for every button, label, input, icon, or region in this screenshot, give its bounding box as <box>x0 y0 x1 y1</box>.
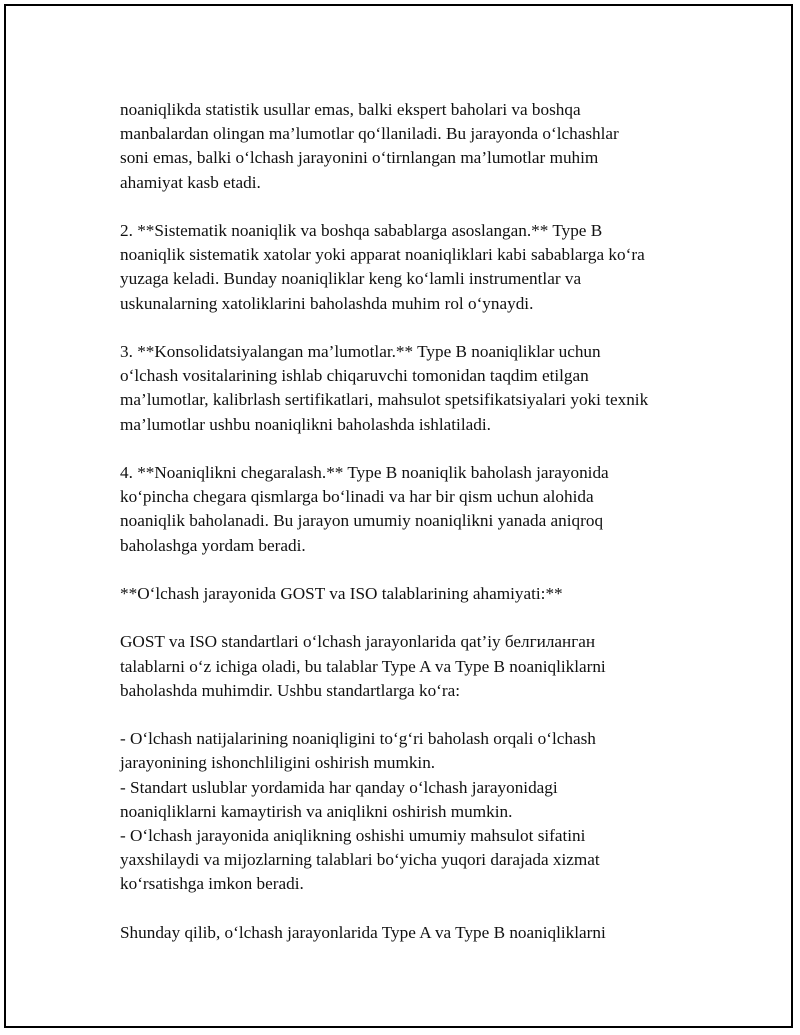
paragraph-standards: GOST va ISO standartlari o‘lchash jarayonlarida qat’iy белгиланган talablarni o‘z ichiga oladi, bu talablar Type A va Type B noaniqliklarni baholashda muhimdir. Ushbu standartlarga ko‘ra: <box>120 632 606 700</box>
document-body <box>120 98 700 969</box>
paragraph-conclusion: Shunday qilib, o‘lchash jarayonlarida Type A va Type B noaniqliklarni <box>120 922 606 942</box>
document-page <box>4 4 793 1028</box>
paragraph-intro-continuation: noaniqlikda statistik usullar emas, balki ekspert baholari va boshqa manbalardan olingan ma’lumotlar qo‘llaniladi. Bu jarayonda o‘lchashlar soni emas, balki o‘lchash jarayonini o‘tirnlangan ma’lumotlar muhim ahamiyat kasb etadi. <box>120 100 619 192</box>
bullet-list: - O‘lchash natijalarining noaniqligini to‘g‘ri baholash orqali o‘lchash jarayonining ishonchliligini oshirish mumkin. - Standart uslublar yordamida har qanday o‘lchash jarayonidagi noaniqliklarni kamaytirish va aniqlikni oshirish mumkin. - O‘lchash jarayonida aniqlikning oshishi umumiy mahsulot sifatini yaxshilaydi va mijozlarning talablari bo‘yicha yuqori darajada xizmat ko‘rsatishga imkon beradi. <box>120 729 600 894</box>
section-heading: **O‘lchash jarayonida GOST va ISO talablarining ahamiyati:** <box>120 584 563 603</box>
paragraph-item-2: 2. **Sistematik noaniqlik va boshqa sabablarga asoslangan.** Type B noaniqlik sistematik xatolar yoki apparat noaniqliklari kabi sabablarga ko‘ra yuzaga keladi. Bunday noaniqliklar keng ko‘lamli instrumentlar va uskunalarning xatoliklarini baholashda muhim rol o‘ynaydi. <box>120 221 645 313</box>
paragraph-item-3: 3. **Konsolidatsiyalangan ma’lumotlar.** Type B noaniqliklar uchun o‘lchash vositalarining ishlab chiqaruvchi tomonidan taqdim etilgan ma’lumotlar, kalibrlash sertifikatlari, mahsulot spetsifikatsiyalari yoki texnik ma’lumotlar ushbu noaniqlikni baholashda ishlatiladi. <box>120 342 649 434</box>
paragraph-item-4: 4. **Noaniqlikni chegaralash.** Type B noaniqlik baholash jarayonida ko‘pincha chegara qismlarga bo‘linadi va har bir qism uchun alohida noaniqlik baholanadi. Bu jarayon umumiy noaniqlikni yanada aniqroq baholashga yordam beradi. <box>120 463 609 555</box>
